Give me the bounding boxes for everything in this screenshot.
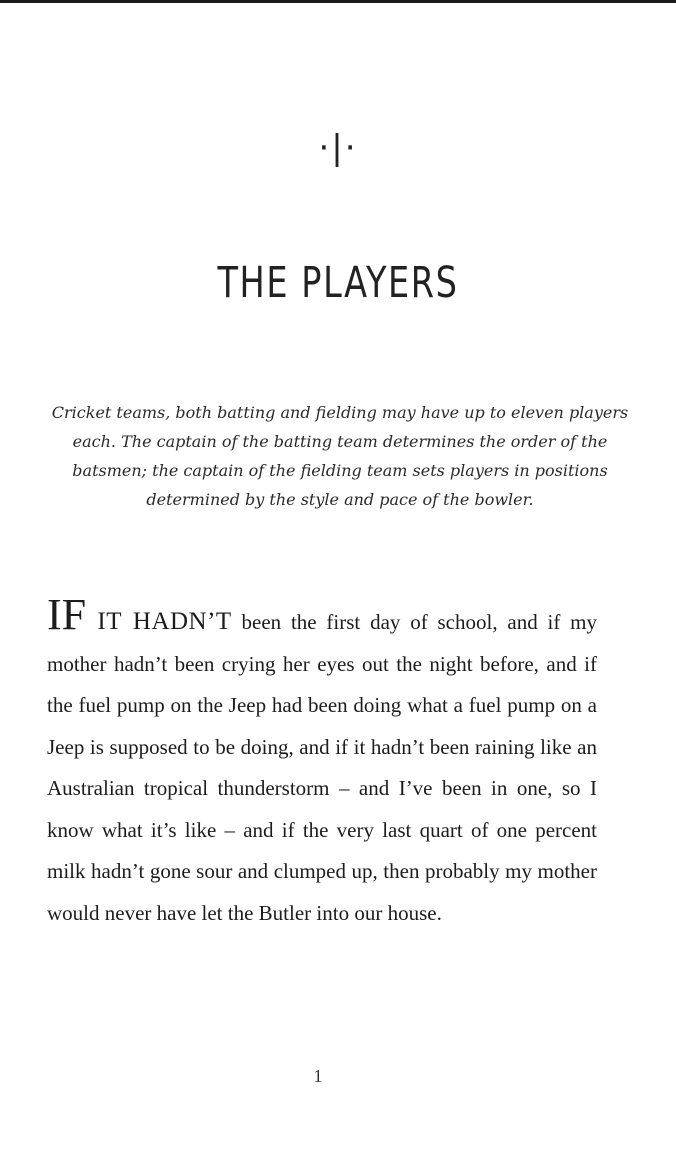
page-number: 1 [313, 1066, 323, 1086]
chapter-title: THE PLAYERS [217, 258, 459, 308]
page-top-edge [0, 0, 676, 3]
body-paragraph [47, 590, 597, 934]
chapter-number: ·|· [318, 128, 358, 168]
lead-in-caps: IT HADN’T [86, 608, 232, 635]
body-text: been the first day of school, and if my mother hadn’t been crying her eyes out the night before, and if the fuel pump on the Jeep had been doing what a fuel pump on a Jeep is supposed to be doing, and if it hadn’t been raining like an Australian tropical thunderstorm – and I’ve been in one, so I know what it’s like – and if the very last quart of one percent milk hadn’t gone sour and clumped up, then probably my mother would never have let the Butler into our house. [47, 610, 597, 925]
epigraph: Cricket teams, both batting and fielding may have up to eleven players each. The captain of the batting team determines the order of the batsmen; the captain of the fielding team sets players in positions determined by the style and pace of the bowler. [51, 403, 629, 509]
drop-cap: IF [47, 590, 87, 639]
